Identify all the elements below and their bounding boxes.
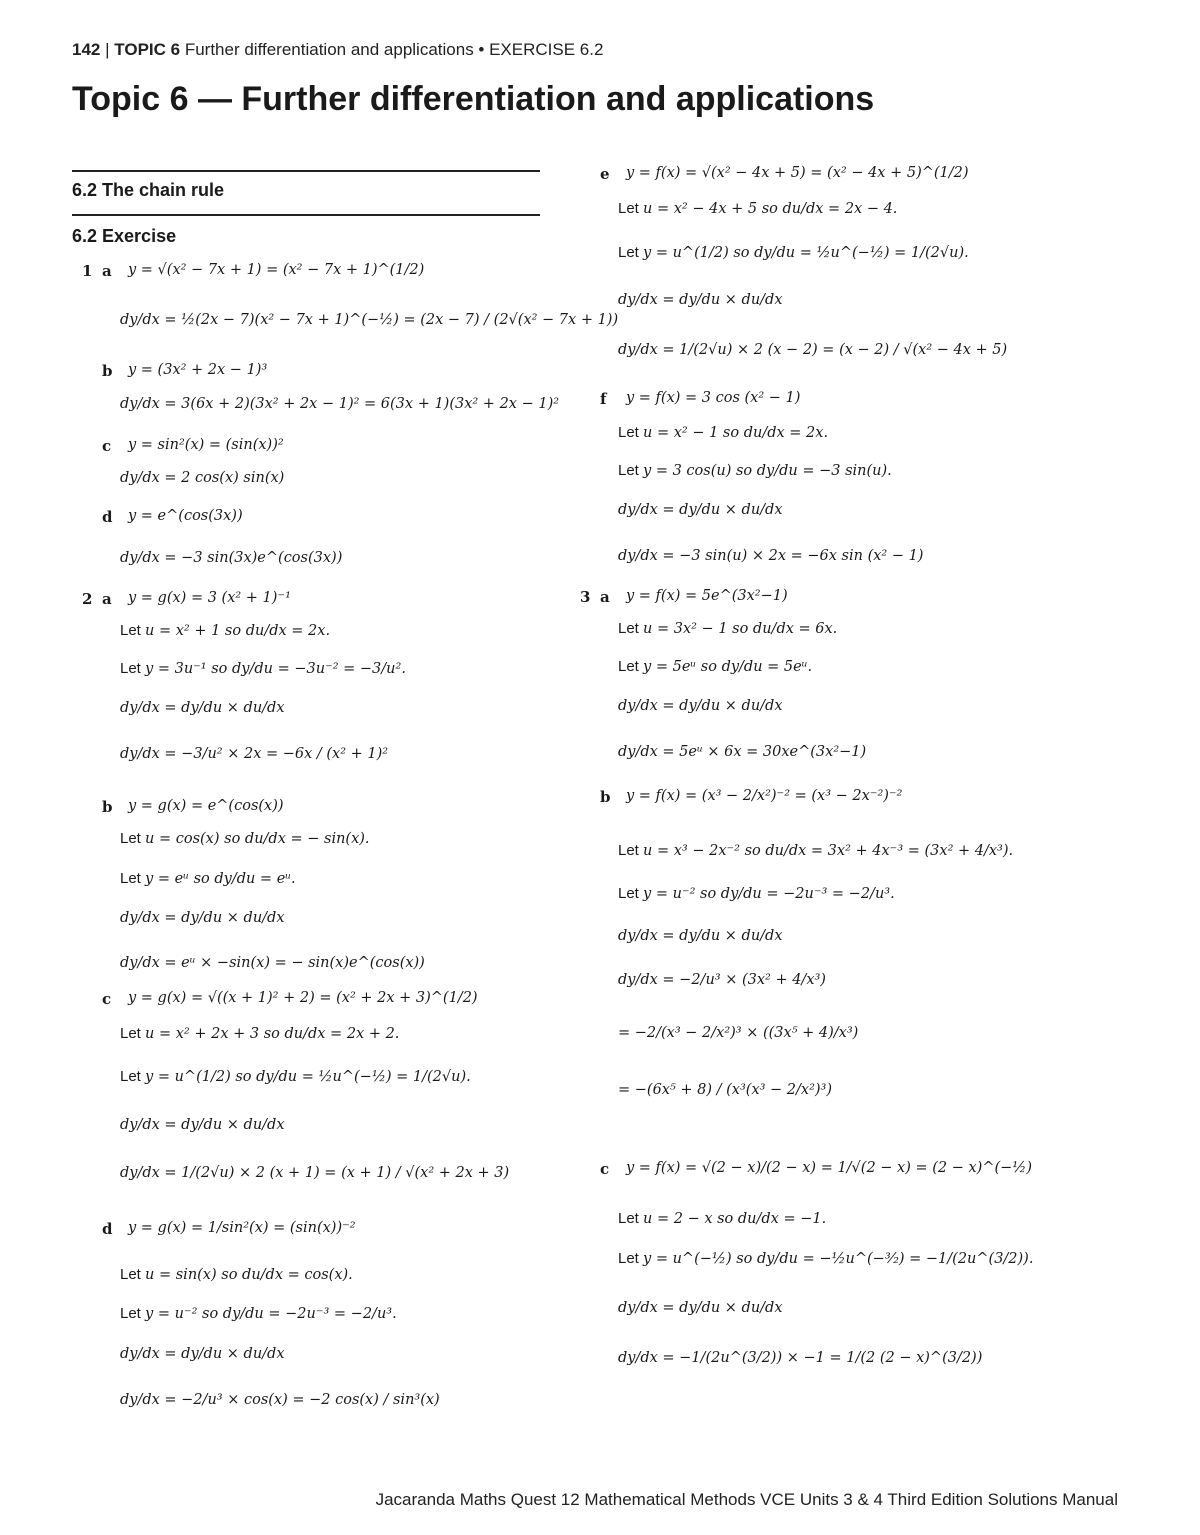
topic-rest: Further differentiation and applications • EXERCISE 6.2 xyxy=(184,40,604,59)
math-line xyxy=(618,342,1007,358)
math-expression: dy/dx = −2/u³ × (3x² + 4/x³) xyxy=(618,972,826,988)
math-line xyxy=(618,1350,982,1366)
math-line xyxy=(618,462,892,479)
math-expression: y = 3 cos(u) so dy/du = −3 sin(u). xyxy=(643,463,892,479)
math-line xyxy=(618,424,828,441)
math-expression: y = f(x) = 5e^(3x²−1) xyxy=(626,588,788,604)
math-expression: u = x³ − 2x⁻² so du/dx = 3x² + 4x⁻³ = (3x² + 4/x³). xyxy=(643,843,1014,859)
math-line xyxy=(618,928,783,944)
math-expression: dy/dx = −2/u³ × cos(x) = −2 cos(x) / sin³(x) xyxy=(120,1392,440,1408)
math-expression: dy/dx = 5eᵘ × 6x = 30xe^(3x²−1) xyxy=(618,744,867,760)
math-line xyxy=(120,550,342,566)
math-expression: y = u⁻² so dy/du = −2u⁻³ = −2/u³. xyxy=(145,1306,397,1322)
math-line xyxy=(618,658,812,675)
math-expression: u = x² + 2x + 3 so du/dx = 2x + 2. xyxy=(145,1026,400,1042)
math-expression: dy/dx = dy/du × du/dx xyxy=(618,292,783,308)
page-title: Topic 6 — Further differentiation and applications xyxy=(72,80,875,118)
let-keyword: Let xyxy=(618,658,644,675)
math-expression: y = g(x) = e^(cos(x)) xyxy=(128,798,284,814)
math-line xyxy=(626,588,788,604)
math-line xyxy=(120,955,425,971)
math-expression: dy/dx = −1/(2u^(3/2)) × −1 = 1/(2 (2 − x)^(3/2)) xyxy=(618,1350,983,1366)
math-expression: y = eᵘ so dy/du = eᵘ. xyxy=(145,871,296,887)
let-keyword: Let xyxy=(618,885,644,902)
question-number: 2 xyxy=(82,590,93,608)
math-line xyxy=(618,885,895,902)
math-line xyxy=(618,244,969,261)
let-keyword: Let xyxy=(120,870,146,887)
let-keyword: Let xyxy=(120,1025,146,1042)
let-keyword: Let xyxy=(120,1068,146,1085)
math-expression: dy/dx = dy/du × du/dx xyxy=(618,698,783,714)
math-line xyxy=(120,660,406,677)
math-expression: u = x² − 1 so du/dx = 2x. xyxy=(643,425,829,441)
math-expression: y = g(x) = √((x + 1)² + 2) = (x² + 2x + 3)^(1/2) xyxy=(128,990,478,1006)
section-rule-top xyxy=(72,170,540,172)
math-expression: u = cos(x) so du/dx = − sin(x). xyxy=(145,831,370,847)
math-line xyxy=(120,1266,353,1283)
math-line xyxy=(618,502,783,518)
math-line xyxy=(120,470,284,486)
math-line xyxy=(128,362,267,378)
header-separator: | xyxy=(105,40,110,59)
math-line xyxy=(128,798,284,814)
math-line xyxy=(618,698,783,714)
section-rule-bottom xyxy=(72,214,540,216)
math-line xyxy=(128,990,478,1006)
math-line xyxy=(626,390,800,406)
math-line xyxy=(626,165,969,181)
part-label: d xyxy=(102,508,113,526)
math-line xyxy=(120,910,285,926)
math-expression: y = 5eᵘ so dy/du = 5eᵘ. xyxy=(643,659,813,675)
math-line xyxy=(128,508,243,524)
let-keyword: Let xyxy=(618,1210,644,1227)
part-label: a xyxy=(600,588,610,606)
math-expression: y = f(x) = 3 cos (x² − 1) xyxy=(626,390,801,406)
math-expression: y = 3u⁻¹ so dy/du = −3u⁻² = −3/u². xyxy=(145,661,406,677)
let-keyword: Let xyxy=(120,830,146,847)
math-expression: dy/dx = 2 cos(x) sin(x) xyxy=(120,470,285,486)
topic-label: TOPIC 6 xyxy=(114,40,181,59)
math-expression: y = g(x) = 1/sin²(x) = (sin(x))⁻² xyxy=(128,1220,356,1236)
math-line xyxy=(618,548,923,564)
math-line xyxy=(618,1025,858,1041)
math-line xyxy=(120,746,388,762)
math-expression: u = 2 − x so du/dx = −1. xyxy=(643,1211,827,1227)
math-expression: y = u^(−½) so dy/du = −½u^(−³⁄₂) = −1/(2u^(3/2)). xyxy=(643,1251,1034,1267)
math-line xyxy=(120,1346,285,1362)
let-keyword: Let xyxy=(618,1250,644,1267)
math-line xyxy=(618,842,1013,859)
math-expression: dy/dx = dy/du × du/dx xyxy=(120,700,285,716)
math-line xyxy=(618,292,783,308)
let-keyword: Let xyxy=(120,1266,146,1283)
math-expression: y = sin²(x) = (sin(x))² xyxy=(128,437,284,453)
math-line xyxy=(618,1300,783,1316)
math-expression: y = u^(1/2) so dy/du = ½u^(−½) = 1/(2√u). xyxy=(643,245,969,261)
let-keyword: Let xyxy=(618,462,644,479)
math-line xyxy=(120,1392,440,1408)
math-line xyxy=(120,1025,399,1042)
math-line xyxy=(120,312,618,328)
math-expression: u = x² − 4x + 5 so du/dx = 2x − 4. xyxy=(643,201,898,217)
math-expression: u = x² + 1 so du/dx = 2x. xyxy=(145,623,331,639)
math-line xyxy=(120,1068,471,1085)
math-line xyxy=(618,1250,1033,1267)
math-line xyxy=(128,1220,356,1236)
section-heading: 6.2 The chain rule xyxy=(72,180,225,200)
math-expression: y = u^(1/2) so dy/du = ½u^(−½) = 1/(2√u). xyxy=(145,1069,471,1085)
math-expression: y = f(x) = √(2 − x)/(2 − x) = 1/√(2 − x) = (2 − x)^(−½) xyxy=(626,1160,1032,1176)
let-keyword: Let xyxy=(120,1305,146,1322)
math-expression: dy/dx = 1/(2√u) × 2 (x − 2) = (x − 2) / √(x² − 4x + 5) xyxy=(618,342,1008,358)
let-keyword: Let xyxy=(618,620,644,637)
part-label: f xyxy=(600,390,607,408)
part-label: c xyxy=(102,990,112,1008)
math-line xyxy=(128,262,424,278)
math-line xyxy=(626,788,902,804)
part-label: b xyxy=(600,788,611,806)
math-line xyxy=(618,744,866,760)
running-head xyxy=(72,40,603,60)
math-line xyxy=(120,1117,285,1133)
let-keyword: Let xyxy=(618,424,644,441)
math-expression: dy/dx = dy/du × du/dx xyxy=(120,910,285,926)
math-expression: y = f(x) = (x³ − 2/x²)⁻² = (x³ − 2x⁻²)⁻² xyxy=(626,788,903,804)
part-label: b xyxy=(102,798,113,816)
math-line xyxy=(120,870,296,887)
math-line xyxy=(120,700,285,716)
let-keyword: Let xyxy=(618,842,644,859)
part-label: d xyxy=(102,1220,113,1238)
math-expression: dy/dx = dy/du × du/dx xyxy=(120,1117,285,1133)
math-expression: dy/dx = −3 sin(3x)e^(cos(3x)) xyxy=(120,550,343,566)
math-line xyxy=(120,396,559,412)
part-label: c xyxy=(102,437,112,455)
math-expression: y = u⁻² so dy/du = −2u⁻³ = −2/u³. xyxy=(643,886,895,902)
math-expression: dy/dx = dy/du × du/dx xyxy=(618,928,783,944)
part-label: e xyxy=(600,165,610,183)
math-expression: y = (3x² + 2x − 1)³ xyxy=(128,362,268,378)
let-keyword: Let xyxy=(618,244,644,261)
math-expression: dy/dx = dy/du × du/dx xyxy=(120,1346,285,1362)
math-expression: y = f(x) = √(x² − 4x + 5) = (x² − 4x + 5)^(1/2) xyxy=(626,165,969,181)
math-expression: y = √(x² − 7x + 1) = (x² − 7x + 1)^(1/2) xyxy=(128,262,425,278)
math-expression: u = 3x² − 1 so du/dx = 6x. xyxy=(643,621,838,637)
question-number: 1 xyxy=(82,262,93,280)
let-keyword: Let xyxy=(120,622,146,639)
page-footer: Jacaranda Maths Quest 12 Mathematical Methods VCE Units 3 & 4 Third Edition Solutions Manual xyxy=(375,1490,1118,1509)
let-keyword: Let xyxy=(618,200,644,217)
math-line xyxy=(618,200,897,217)
math-expression: u = sin(x) so du/dx = cos(x). xyxy=(145,1267,353,1283)
exercise-heading: 6.2 Exercise xyxy=(72,226,177,246)
part-label: c xyxy=(600,1160,610,1178)
math-expression: dy/dx = −3/u² × 2x = −6x / (x² + 1)² xyxy=(120,746,389,762)
math-expression: = −(6x⁵ + 8) / (x³(x³ − 2/x²)³) xyxy=(618,1082,833,1098)
part-label: a xyxy=(102,262,112,280)
math-line xyxy=(128,437,284,453)
math-line xyxy=(618,1082,832,1098)
math-expression: dy/dx = dy/du × du/dx xyxy=(618,502,783,518)
let-keyword: Let xyxy=(120,660,146,677)
page-number: 142 xyxy=(72,40,101,59)
math-line xyxy=(626,1160,1032,1176)
math-line xyxy=(120,1305,397,1322)
math-expression: y = e^(cos(3x)) xyxy=(128,508,243,524)
math-expression: dy/dx = 1/(2√u) × 2 (x + 1) = (x + 1) / √(x² + 2x + 3) xyxy=(120,1165,510,1181)
math-expression: = −2/(x³ − 2/x²)³ × ((3x⁵ + 4)/x³) xyxy=(618,1025,859,1041)
math-line xyxy=(120,830,370,847)
math-line xyxy=(120,622,330,639)
math-expression: dy/dx = ½(2x − 7)(x² − 7x + 1)^(−½) = (2x − 7) / (2√(x² − 7x + 1)) xyxy=(120,312,619,328)
part-label: b xyxy=(102,362,113,380)
math-line xyxy=(618,620,837,637)
math-line xyxy=(618,1210,826,1227)
math-line xyxy=(618,972,826,988)
math-line xyxy=(120,1165,509,1181)
math-line xyxy=(128,590,291,606)
part-label: a xyxy=(102,590,112,608)
math-expression: dy/dx = dy/du × du/dx xyxy=(618,1300,783,1316)
math-expression: dy/dx = eᵘ × −sin(x) = − sin(x)e^(cos(x)) xyxy=(120,955,425,971)
math-expression: dy/dx = 3(6x + 2)(3x² + 2x − 1)² = 6(3x + 1)(3x² + 2x − 1)² xyxy=(120,396,560,412)
question-number: 3 xyxy=(580,588,591,606)
math-expression: y = g(x) = 3 (x² + 1)⁻¹ xyxy=(128,590,291,606)
math-expression: dy/dx = −3 sin(u) × 2x = −6x sin (x² − 1) xyxy=(618,548,924,564)
